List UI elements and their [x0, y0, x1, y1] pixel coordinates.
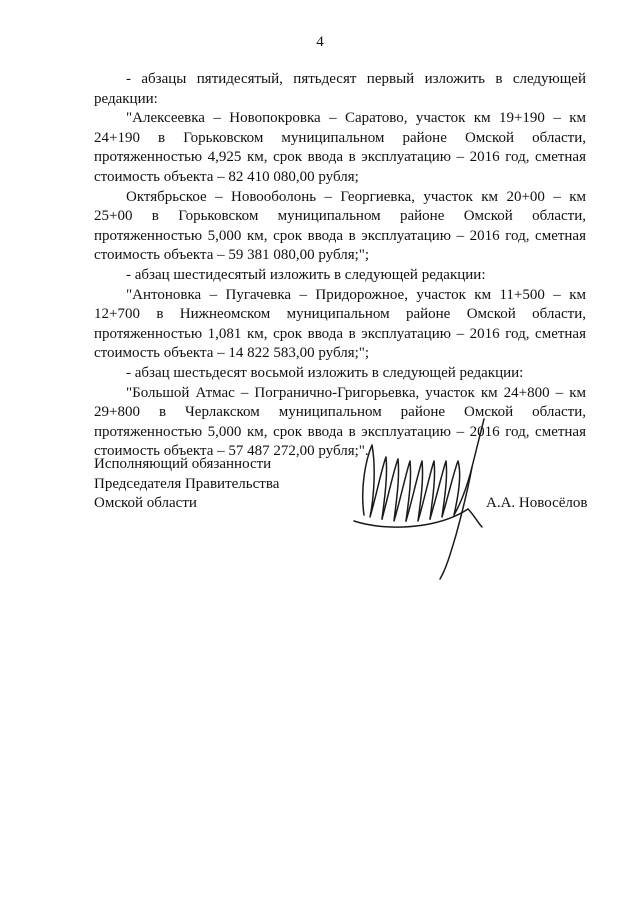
paragraph-alekseevka: "Алексеевка – Новопокровка – Саратово, участок км 19+190 – км 24+190 в Горьковском муниципальном районе Омской области, протяженностью 4,925 км, срок ввода в эксплуатацию – 2016 год, сметная стоимость объекта – 82 410 080,00 рубля;	[94, 110, 586, 185]
paragraph-antonovka: "Антоновка – Пугачевка – Придорожное, участок км 11+500 – км 12+700 в Нижнеомском муниципальном районе Омской области, протяженностью 1,081 км, срок ввода в эксплуатацию – 2016 год, сметная стоимость объекта – 14 822 583,00 рубля;";	[94, 286, 586, 362]
paragraph-intro-50-51: - абзацы пятидесятый, пятьдесят первый изложить в следующей редакции:	[94, 71, 586, 107]
page-number: 4	[316, 34, 324, 50]
paragraph-bolshoy-atmas: "Большой Атмас – Погранично-Григорьевка, участок км 24+800 – км 29+800 в Черлакском муниципальном районе Омской области, протяженностью 5,000 км, срок ввода в эксплуатацию – 2016 год, сметная стоимость объекта – 57 487 272,00 рубля;".	[94, 384, 586, 460]
signature-block	[94, 455, 594, 575]
position-line: Омской области	[94, 495, 197, 511]
paragraph-oktyabrskoe: Октябрьское – Новооболонь – Георгиевка, участок км 20+00 – км 25+00 в Горьковском муниципальном районе Омской области, протяженностью 5,000 км, срок ввода в эксплуатацию – 2016 год, сметная стоимость объекта – 59 381 080,00 рубля;";	[94, 188, 586, 264]
paragraph-intro-68: - абзац шестьдесят восьмой изложить в следующей редакции:	[126, 364, 524, 381]
position-line: Исполняющий обязанности	[94, 456, 272, 472]
signatory-name: А.А. Новосёлов	[486, 495, 588, 511]
paragraph-intro-60: - абзац шестидесятый изложить в следующей редакции:	[126, 266, 486, 283]
document-body	[94, 70, 586, 462]
signatory-position	[94, 455, 279, 514]
position-line: Председателя Правительства	[94, 475, 280, 492]
handwritten-signature	[350, 417, 500, 582]
